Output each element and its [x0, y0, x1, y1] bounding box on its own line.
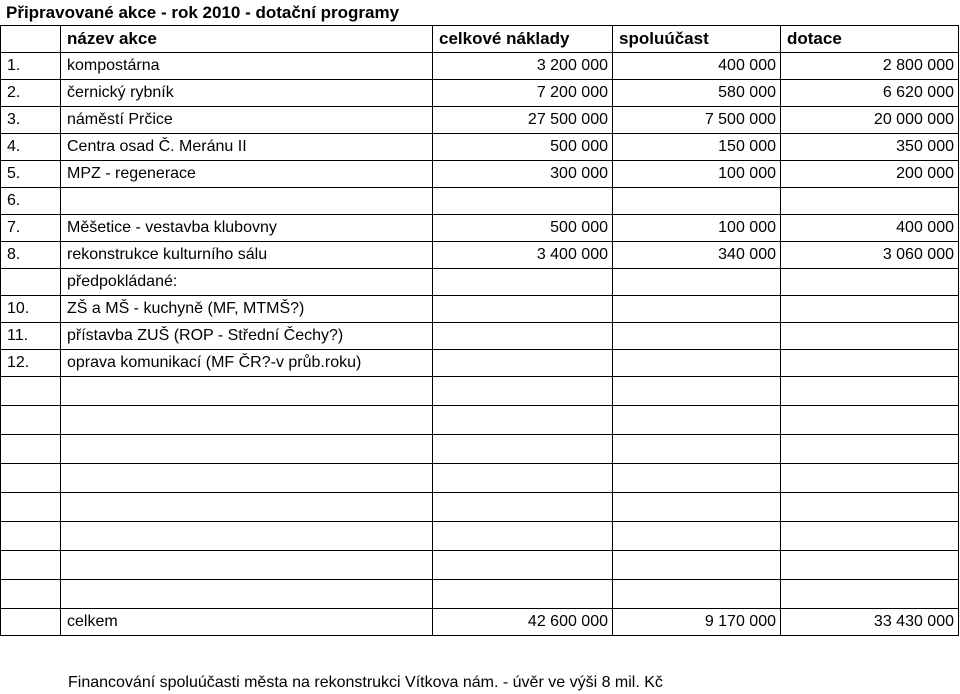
cell-name[interactable]: náměstí Prčice: [61, 107, 433, 134]
total-share[interactable]: 9 170 000: [613, 609, 781, 636]
cell-total[interactable]: [433, 269, 613, 296]
cell-index[interactable]: 3.: [1, 107, 61, 134]
table-row: [1, 215, 959, 242]
cell-index[interactable]: 5.: [1, 161, 61, 188]
cell-name[interactable]: ZŠ a MŠ - kuchyně (MF, MTMŠ?): [61, 296, 433, 323]
header-name[interactable]: název akce: [61, 26, 433, 53]
table-row: [1, 80, 959, 107]
cell-share[interactable]: 7 500 000: [613, 107, 781, 134]
empty-cell[interactable]: [61, 435, 433, 464]
empty-cell[interactable]: [1, 406, 61, 435]
cell-index[interactable]: [1, 269, 61, 296]
empty-cell[interactable]: [1, 464, 61, 493]
header-subsidy[interactable]: dotace: [781, 26, 959, 53]
cell-subsidy[interactable]: 200 000: [781, 161, 959, 188]
empty-cell[interactable]: [1, 580, 61, 609]
cell-index[interactable]: 4.: [1, 134, 61, 161]
empty-row: [1, 493, 959, 522]
cell-share[interactable]: [613, 269, 781, 296]
cell-subsidy[interactable]: [781, 323, 959, 350]
empty-cell[interactable]: [1, 435, 61, 464]
empty-cell[interactable]: [61, 493, 433, 522]
empty-row: [1, 435, 959, 464]
cell-subsidy[interactable]: [781, 188, 959, 215]
table-row: [1, 107, 959, 134]
table-row: [1, 269, 959, 296]
sheet-title: Připravované akce - rok 2010 - dotační programy: [6, 3, 400, 22]
empty-cell[interactable]: [433, 493, 613, 522]
cell-name[interactable]: kompostárna: [61, 53, 433, 80]
cell-name[interactable]: MPZ - regenerace: [61, 161, 433, 188]
cell-index[interactable]: 1.: [1, 53, 61, 80]
cell-name[interactable]: Měšetice - vestavba klubovny: [61, 215, 433, 242]
empty-cell[interactable]: [61, 406, 433, 435]
total-subsidy[interactable]: 33 430 000: [781, 609, 959, 636]
cell-subsidy[interactable]: [781, 296, 959, 323]
table-row: [1, 350, 959, 377]
total-total[interactable]: 42 600 000: [433, 609, 613, 636]
cell-name[interactable]: přístavba ZUŠ (ROP - Střední Čechy?): [61, 323, 433, 350]
cell-share[interactable]: [613, 296, 781, 323]
cell-share[interactable]: [613, 323, 781, 350]
table-row: [1, 296, 959, 323]
empty-cell[interactable]: [1, 522, 61, 551]
empty-cell[interactable]: [433, 377, 613, 406]
empty-cell[interactable]: [61, 377, 433, 406]
cell-index[interactable]: 12.: [1, 350, 61, 377]
cell-share[interactable]: [613, 350, 781, 377]
cell-share[interactable]: [613, 188, 781, 215]
cell-total[interactable]: 3 400 000: [433, 242, 613, 269]
cell-subsidy[interactable]: 400 000: [781, 215, 959, 242]
empty-row: [1, 580, 959, 609]
empty-row: [1, 522, 959, 551]
empty-cell[interactable]: [1, 493, 61, 522]
empty-cell[interactable]: [613, 377, 781, 406]
cell-subsidy[interactable]: [781, 269, 959, 296]
empty-cell[interactable]: [613, 464, 781, 493]
cell-name[interactable]: rekonstrukce kulturního sálu: [61, 242, 433, 269]
cell-share[interactable]: 100 000: [613, 215, 781, 242]
cell-subsidy[interactable]: 3 060 000: [781, 242, 959, 269]
empty-cell[interactable]: [433, 522, 613, 551]
cell-index[interactable]: 11.: [1, 323, 61, 350]
cell-subsidy[interactable]: 20 000 000: [781, 107, 959, 134]
empty-cell[interactable]: [781, 435, 959, 464]
cell-subsidy[interactable]: 350 000: [781, 134, 959, 161]
cell-total[interactable]: [433, 323, 613, 350]
cell-index[interactable]: 6.: [1, 188, 61, 215]
cell-index[interactable]: 10.: [1, 296, 61, 323]
table-row: [1, 134, 959, 161]
empty-cell[interactable]: [613, 580, 781, 609]
empty-cell[interactable]: [1, 377, 61, 406]
cell-subsidy[interactable]: 2 800 000: [781, 53, 959, 80]
empty-cell[interactable]: [781, 522, 959, 551]
cell-name[interactable]: předpokládané:: [61, 269, 433, 296]
empty-cell[interactable]: [433, 435, 613, 464]
cell-name[interactable]: oprava komunikací (MF ČR?-v průb.roku): [61, 350, 433, 377]
empty-cell[interactable]: [61, 580, 433, 609]
table-row: [1, 53, 959, 80]
cell-name[interactable]: [61, 188, 433, 215]
cell-index[interactable]: 7.: [1, 215, 61, 242]
empty-row: [1, 551, 959, 580]
empty-cell[interactable]: [61, 464, 433, 493]
header-share[interactable]: spoluúčast: [613, 26, 781, 53]
empty-cell[interactable]: [781, 551, 959, 580]
empty-cell[interactable]: [433, 551, 613, 580]
total-index-cell[interactable]: [1, 609, 61, 636]
cell-index[interactable]: 2.: [1, 80, 61, 107]
total-label[interactable]: celkem: [61, 609, 433, 636]
empty-row: [1, 406, 959, 435]
empty-cell[interactable]: [781, 406, 959, 435]
cell-total[interactable]: 500 000: [433, 215, 613, 242]
cell-total[interactable]: 300 000: [433, 161, 613, 188]
cell-total[interactable]: [433, 350, 613, 377]
empty-cell[interactable]: [433, 580, 613, 609]
total-row: [1, 609, 959, 636]
header-total[interactable]: celkové náklady: [433, 26, 613, 53]
cell-share[interactable]: 400 000: [613, 53, 781, 80]
empty-cell[interactable]: [613, 522, 781, 551]
empty-cell[interactable]: [781, 580, 959, 609]
cell-total[interactable]: 3 200 000: [433, 53, 613, 80]
cell-share[interactable]: 580 000: [613, 80, 781, 107]
header-row: [1, 26, 959, 53]
table-row: [1, 188, 959, 215]
empty-cell[interactable]: [613, 406, 781, 435]
table-row: [1, 242, 959, 269]
cell-index[interactable]: 8.: [1, 242, 61, 269]
projects-table: [0, 25, 959, 636]
cell-share[interactable]: 100 000: [613, 161, 781, 188]
empty-cell[interactable]: [781, 377, 959, 406]
cell-subsidy[interactable]: 6 620 000: [781, 80, 959, 107]
empty-cell[interactable]: [1, 551, 61, 580]
cell-subsidy[interactable]: [781, 350, 959, 377]
cell-share[interactable]: 340 000: [613, 242, 781, 269]
empty-cell[interactable]: [613, 493, 781, 522]
empty-cell[interactable]: [613, 435, 781, 464]
cell-total[interactable]: [433, 188, 613, 215]
empty-cell[interactable]: [61, 551, 433, 580]
empty-cell[interactable]: [61, 522, 433, 551]
cell-share[interactable]: 150 000: [613, 134, 781, 161]
empty-cell[interactable]: [781, 464, 959, 493]
cell-total[interactable]: 7 200 000: [433, 80, 613, 107]
cell-name[interactable]: Centra osad Č. Meránu II: [61, 134, 433, 161]
financing-note: Financování spoluúčasti města na rekonstrukci Vítkova nám. - úvěr ve výši 8 mil. Kč: [68, 674, 663, 691]
empty-cell[interactable]: [613, 551, 781, 580]
empty-cell[interactable]: [433, 406, 613, 435]
cell-total[interactable]: [433, 296, 613, 323]
empty-cell[interactable]: [781, 493, 959, 522]
table-row: [1, 323, 959, 350]
cell-total[interactable]: 27 500 000: [433, 107, 613, 134]
header-index[interactable]: [1, 26, 61, 53]
cell-name[interactable]: černický rybník: [61, 80, 433, 107]
empty-cell[interactable]: [433, 464, 613, 493]
table-row: [1, 161, 959, 188]
empty-row: [1, 377, 959, 406]
cell-total[interactable]: 500 000: [433, 134, 613, 161]
empty-row: [1, 464, 959, 493]
